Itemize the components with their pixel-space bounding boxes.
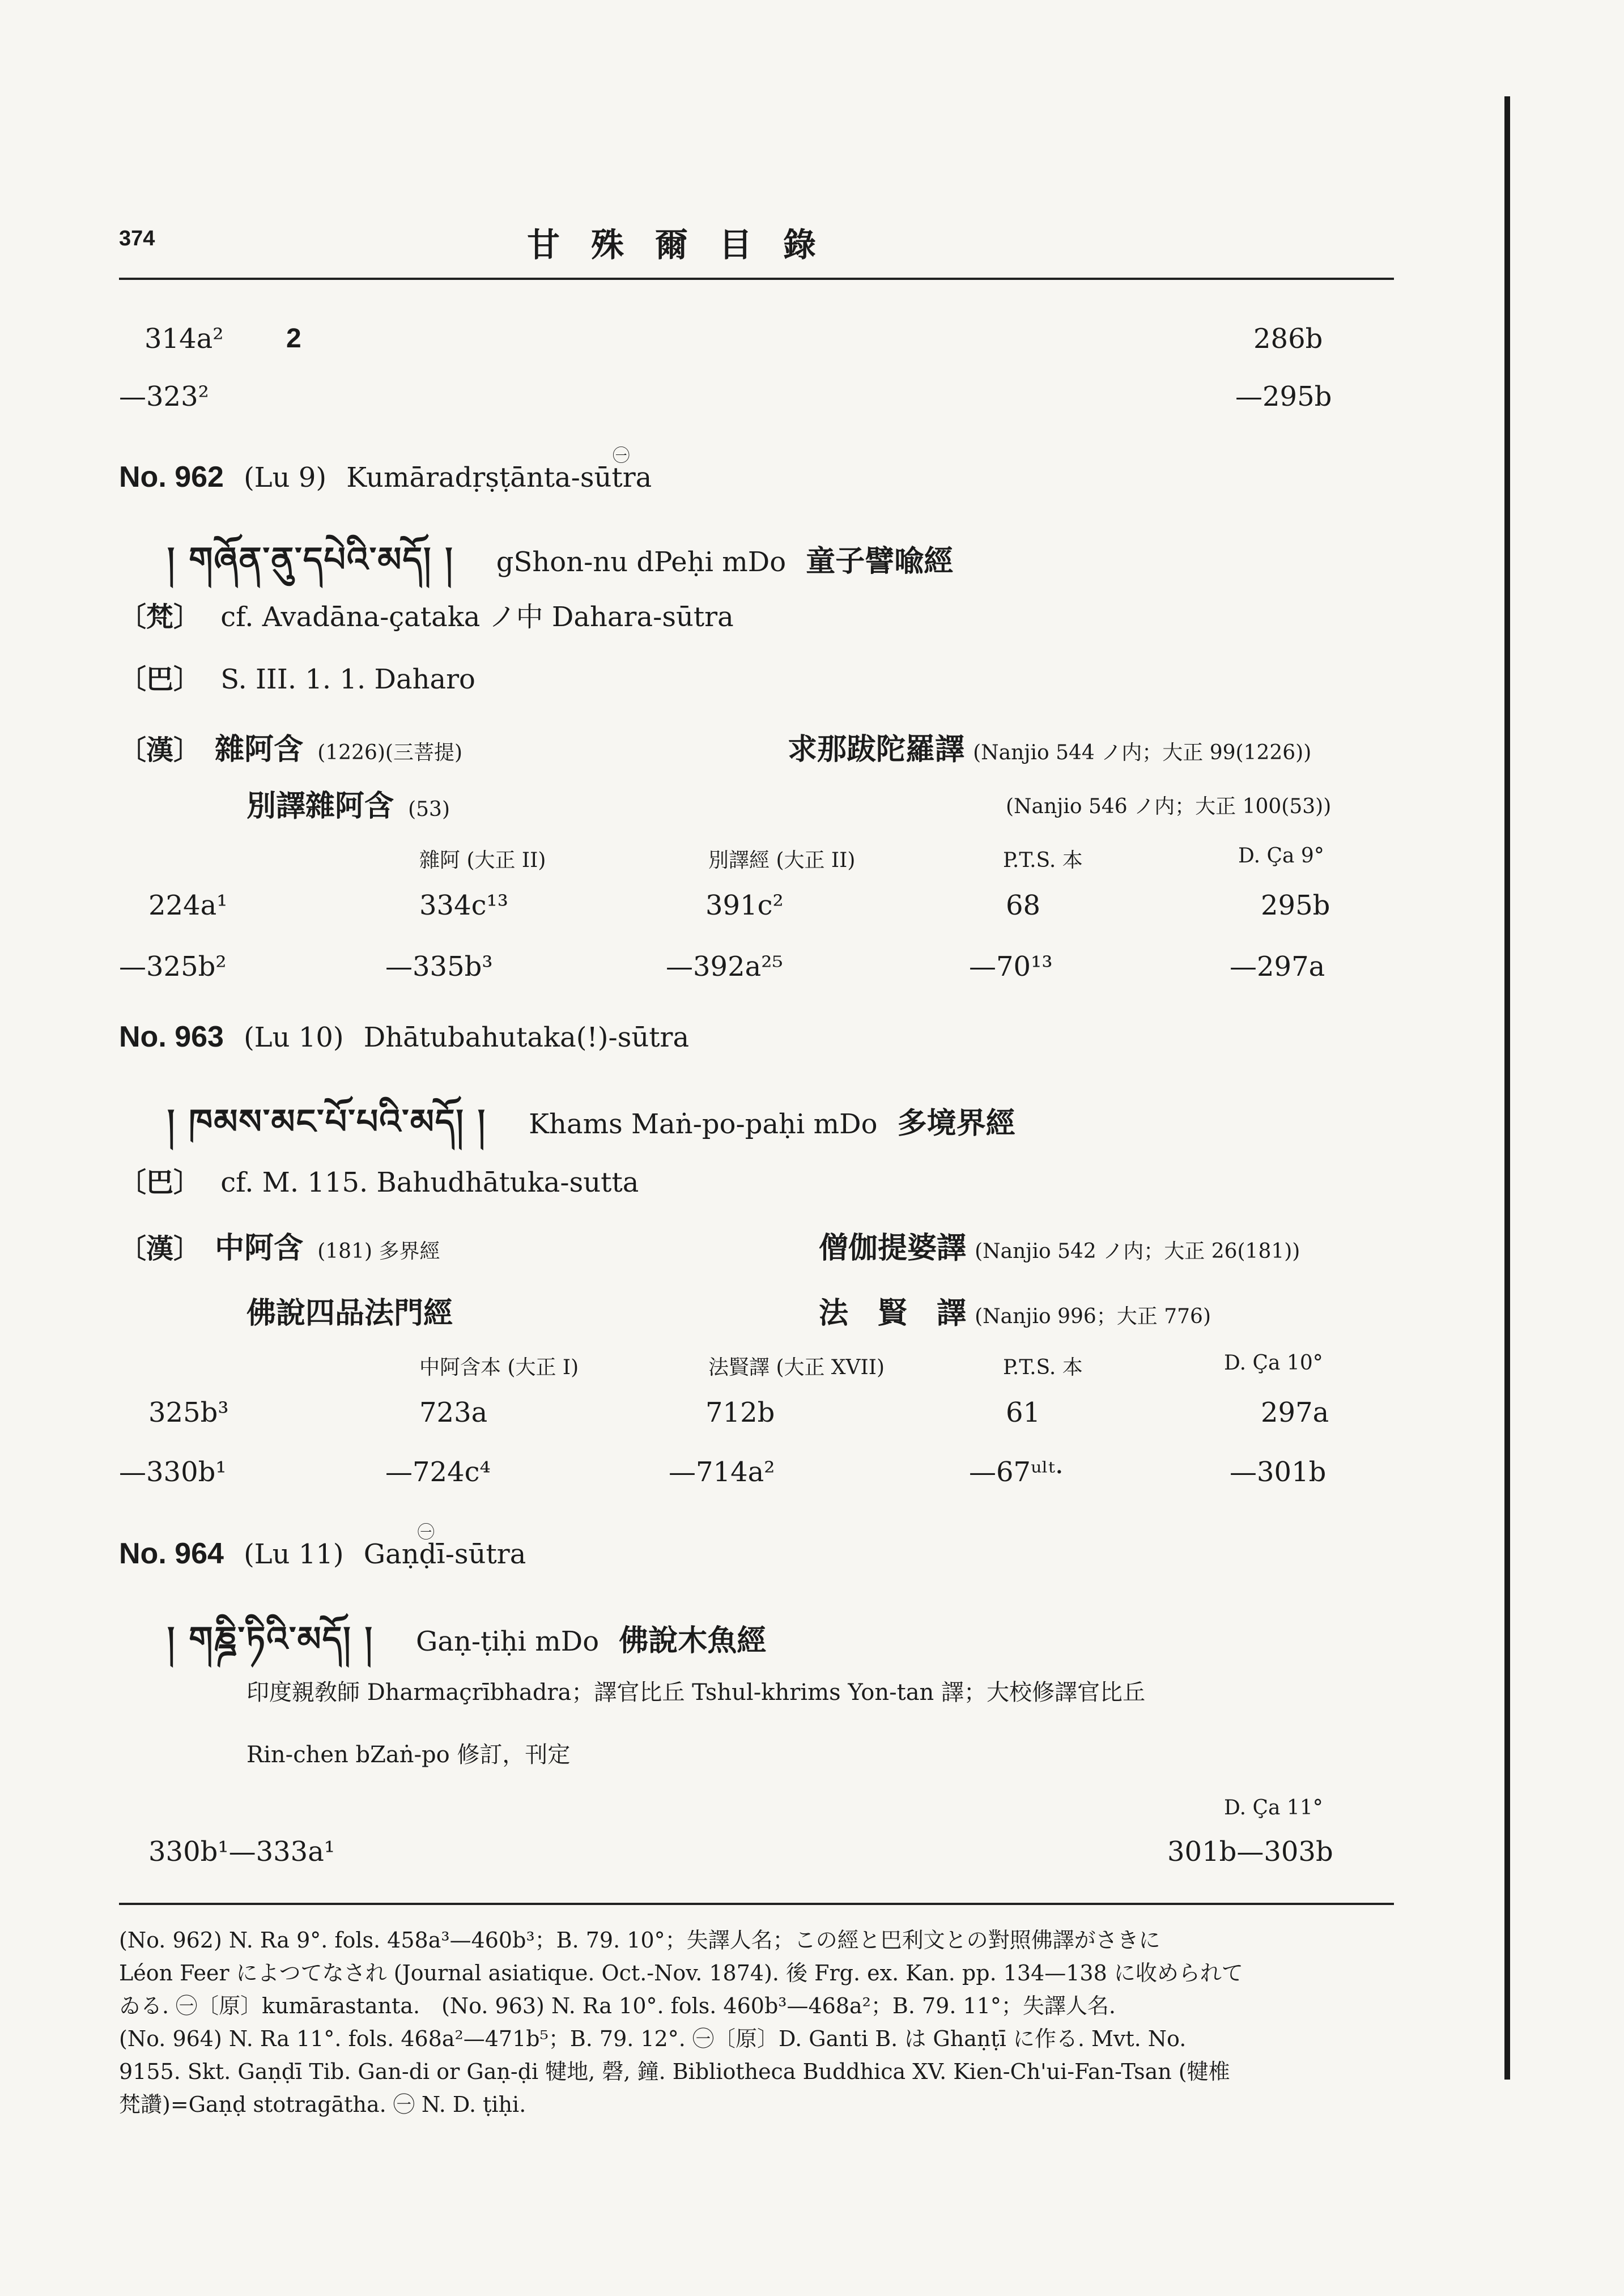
lu-number: (Lu 11): [244, 1538, 344, 1570]
entry-number: No. 964: [119, 1537, 224, 1570]
top-row-2-right: —295b: [1235, 381, 1332, 413]
range-5: 301b—303b: [1167, 1836, 1333, 1868]
entry-963-han-2: 佛說四品法門經: [246, 1296, 453, 1330]
page-title: 甘殊爾目錄: [527, 226, 848, 264]
top-row-1-mid: 2: [286, 324, 301, 354]
han-text-1: 雜阿含: [215, 732, 304, 767]
range-start-4: 61: [1006, 1397, 1041, 1428]
chinese-title: 多境界經: [897, 1106, 1015, 1141]
range-end-1: —330b¹: [119, 1456, 227, 1488]
range-end-3: —714a²: [669, 1456, 775, 1488]
tibetan-transliteration: Gaṇ-ṭiḥi mDo: [416, 1626, 600, 1657]
chinese-title: 童子譬喩經: [806, 544, 954, 579]
footnote-line: ゐる. ㊀〔原〕kumārastanta. (No. 963) N. Ra 10°. fols. 460b³—468a²；B. 79. 11°；失譯人名.: [119, 1993, 1116, 2018]
tibetan-title: ། གཎྜི་ཏིའི་མདོ། །: [167, 1619, 373, 1659]
tibetan-title: ། ཁམས་མང་པོ་པའི་མདོ། །: [167, 1102, 487, 1142]
han-note-1: (1226)(三菩提): [317, 741, 463, 764]
entry-963-heading: [119, 1020, 689, 1054]
pali-label: 〔巴〕: [119, 664, 201, 695]
col-header-2: 別譯經 (大正 II): [708, 849, 856, 872]
col-header-3: P.T.S. 本: [1003, 849, 1083, 872]
range-end-2: —724c⁴: [385, 1456, 491, 1488]
pali-ref: S. III. 1. 1. Daharo: [220, 664, 475, 695]
tibetan-title: ། གཞོན་ནུ་དཔེའི་མདོ། །: [167, 540, 454, 580]
range-end-2: —335b³: [385, 951, 493, 983]
page-number: 374: [119, 227, 155, 250]
footnote-line: 梵讚)=Gaṇḍ stotragātha. ㊀ N. D. ṭiḥi.: [119, 2092, 526, 2117]
entry-962-heading: [119, 446, 652, 494]
pali-ref: cf. M. 115. Bahudhātuka-sutta: [220, 1167, 639, 1198]
entry-962-pali: [119, 657, 475, 696]
top-row-2-left: —323²: [119, 381, 209, 413]
han-note-2: (53): [408, 798, 450, 821]
entry-962-han-2: [246, 782, 450, 824]
entry-964-translators-2: Rin-chen bZaṅ-po 修訂，刊定: [246, 1742, 571, 1768]
entry-number: No. 963: [119, 1021, 224, 1053]
han-label: 〔漢〕: [119, 734, 201, 766]
lu-number: (Lu 9): [244, 462, 327, 494]
range-end-4: —67ᵘˡᵗ·: [969, 1456, 1064, 1488]
tibetan-transliteration: gShon-nu dPeḥi mDo: [496, 546, 787, 578]
translator: 僧伽提婆譯: [819, 1231, 967, 1265]
entry-962-sanskrit: [119, 595, 734, 634]
footnote-marker: ㊀: [417, 1523, 435, 1542]
han-label: 〔漢〕: [119, 1233, 201, 1265]
entry-number: No. 962: [119, 461, 224, 494]
entry-962-han-1-translator: [788, 725, 1311, 768]
sanskrit-ref: cf. Avadāna-çataka ノ中 Dahara-sūtra: [220, 601, 734, 633]
top-row-1-right: 286b: [1253, 323, 1323, 355]
range-start-2: 334c¹³: [419, 890, 508, 921]
entry-963-pali: [119, 1160, 639, 1200]
book-spine-shadow: [1504, 96, 1510, 2080]
han-note-1: (181) 多界經: [317, 1240, 440, 1263]
entry-964-translators-1: 印度親敎師 Dharmaçrībhadra；譯官比丘 Tshul-khrims Yon-tan 譯；大校修譯官比丘: [246, 1680, 1146, 1706]
entry-962-han-1: [119, 725, 462, 768]
col-header-1: 中阿含本 (大正 I): [419, 1356, 579, 1379]
col-header-4: D. Ça 9°: [1238, 844, 1324, 868]
range-1: 330b¹—333a¹: [148, 1836, 335, 1868]
sutra-title-text: Kumāradṛṣṭānta-sūtra: [346, 462, 652, 494]
tibetan-transliteration: Khams Maṅ-po-paḥi mDo: [529, 1108, 878, 1140]
footnote-line: (No. 964) N. Ra 11°. fols. 468a²—471b⁵；B. 79. 12°. ㊀〔原〕D. Ganti B. は Ghaṇṭī に作る. Mvt. No.: [119, 2026, 1187, 2051]
translator: 求那跋陀羅譯: [788, 732, 965, 767]
range-start-5: 295b: [1261, 890, 1330, 921]
footnotes: [119, 1924, 1394, 2121]
sutra-title: [363, 1523, 526, 1570]
sanskrit-label: 〔梵〕: [119, 601, 201, 633]
nanjio-ref: (Nanjio 542 ノ内；大正 26(181)): [975, 1240, 1300, 1263]
range-start-2: 723a: [419, 1397, 488, 1428]
entry-964-heading: [119, 1523, 526, 1571]
range-end-4: —70¹³: [969, 951, 1053, 983]
range-start-3: 391c²: [705, 890, 784, 921]
col-header-3: P.T.S. 本: [1003, 1356, 1083, 1379]
range-start-4: 68: [1006, 890, 1041, 921]
nanjio-ref: (Nanjio 544 ノ内；大正 99(1226)): [973, 741, 1312, 764]
range-start-1: 325b³: [148, 1397, 229, 1428]
col-header-1: 雜阿 (大正 II): [419, 849, 546, 872]
range-start-5: 297a: [1261, 1397, 1329, 1428]
range-start-1: 224a¹: [148, 890, 228, 921]
header-rule: [119, 278, 1394, 280]
han-text-2: 別譯雜阿含: [246, 789, 394, 823]
chinese-title: 佛說木魚經: [619, 1623, 767, 1658]
entry-963-han-1: [119, 1224, 440, 1266]
range-end-1: —325b²: [119, 951, 227, 983]
translator: 法 賢 譯: [819, 1296, 967, 1330]
footnote-line: 9155. Skt. Gaṇḍī Tib. Gan-di or Gaṇ-ḍi 犍地, 磬, 鐘. Bibliotheca Buddhica XV. Kien-Ch'ui-Fan-Tsan (犍椎: [119, 2059, 1230, 2084]
footnote-line: Léon Feer によつてなされ (Journal asiatique. Oct.-Nov. 1874). 後 Frg. ex. Kan. pp. 134—138 に收められて: [119, 1961, 1243, 1985]
range-end-5: —301b: [1230, 1456, 1327, 1488]
pali-label: 〔巴〕: [119, 1167, 201, 1198]
footnote-rule: [119, 1903, 1394, 1905]
sutra-title-text: Gaṇḍī-sūtra: [363, 1538, 526, 1570]
footnote-marker: ㊀: [613, 446, 630, 466]
sutra-title: [346, 446, 652, 494]
nanjio-ref: (Nanjio 996；大正 776): [975, 1305, 1211, 1328]
sutra-title: Dhātubahutaka(!)-sūtra: [363, 1022, 690, 1053]
col-header-4: D. Ça 10°: [1224, 1351, 1323, 1375]
col-header-2: 法賢譯 (大正 XVII): [708, 1356, 885, 1379]
top-row-1-left: 314a²: [144, 323, 224, 355]
lu-number: (Lu 10): [244, 1022, 344, 1053]
range-end-5: —297a: [1230, 951, 1325, 983]
footnote-line: (No. 962) N. Ra 9°. fols. 458a³—460b³；B. 79. 10°；失譯人名；この經と巴利文との對照佛譯がさきに: [119, 1928, 1160, 1953]
entry-962-han-2-ref: (Nanjio 546 ノ内；大正 100(53)): [1006, 795, 1332, 818]
col-header-4: D. Ça 11°: [1224, 1796, 1323, 1819]
entry-963-han-1-translator: [819, 1224, 1300, 1266]
range-start-3: 712b: [705, 1397, 775, 1428]
han-text-1: 中阿含: [215, 1231, 304, 1265]
range-end-3: —392a²⁵: [666, 951, 783, 983]
entry-963-han-2-translator: [819, 1289, 1211, 1332]
